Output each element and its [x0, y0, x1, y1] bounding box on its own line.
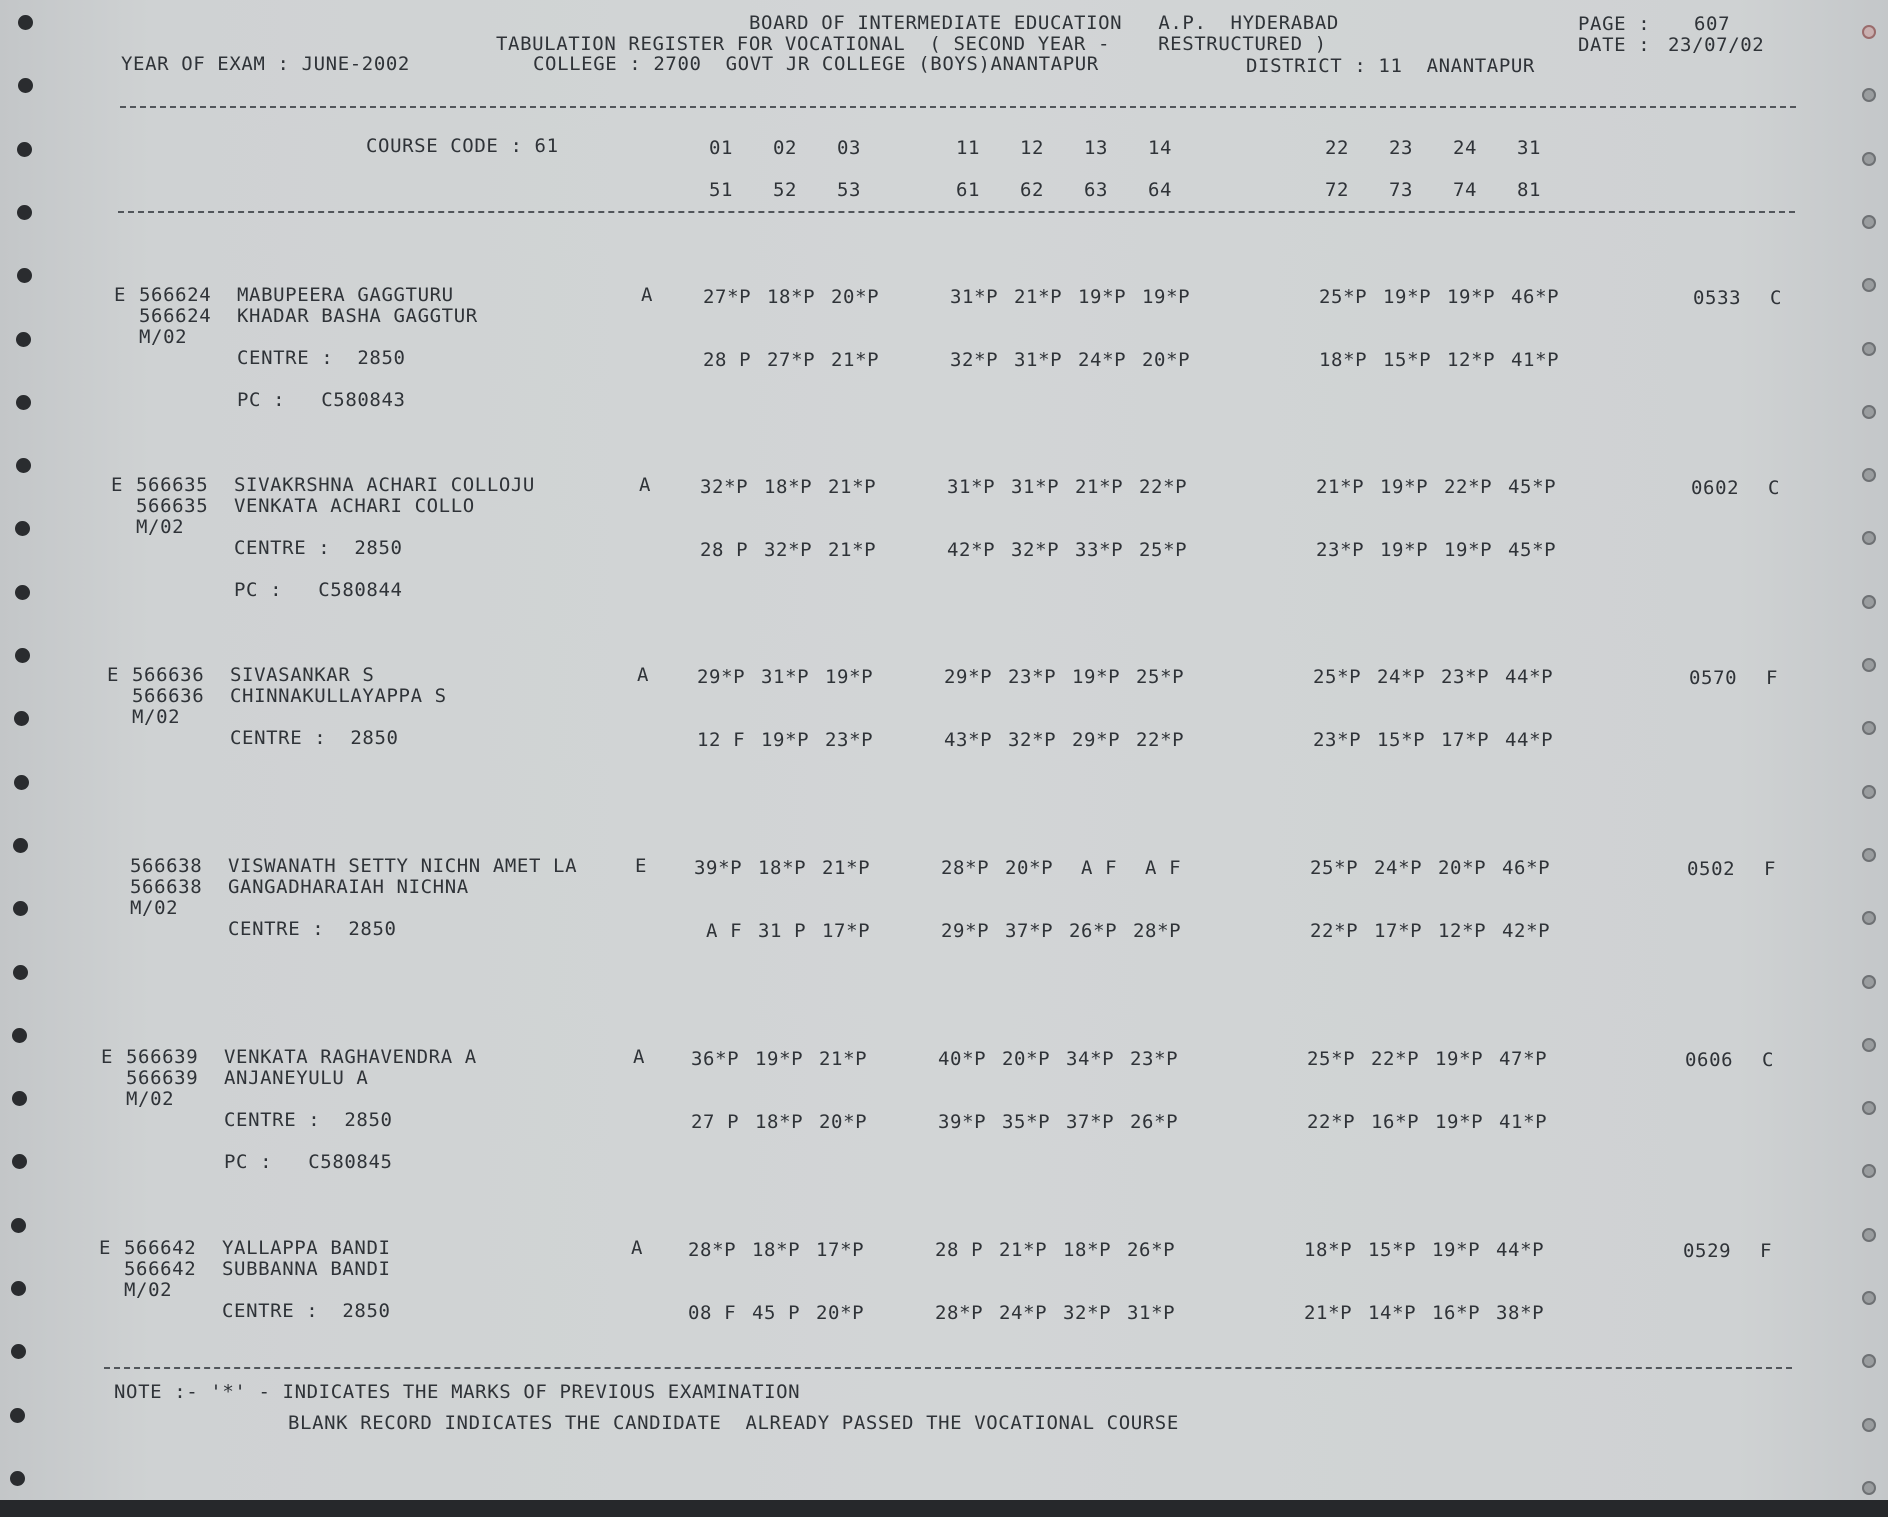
- mark-cell: 12*P: [1447, 349, 1496, 371]
- mark-cell: 18*P: [755, 1111, 804, 1133]
- mark-cell: 28*P: [688, 1239, 737, 1261]
- mark-cell: 25*P: [1136, 666, 1185, 688]
- feed-hole: [17, 142, 32, 157]
- mark-cell: 43*P: [944, 729, 993, 751]
- feed-hole: [1862, 785, 1876, 799]
- feed-hole: [15, 521, 30, 536]
- mark-cell: 22*P: [1136, 729, 1185, 751]
- page-label: PAGE :: [1578, 13, 1651, 35]
- mark-cell: 40*P: [938, 1048, 987, 1070]
- feed-hole: [1862, 1038, 1876, 1052]
- category: M/02: [139, 326, 188, 348]
- feed-hole: [15, 648, 30, 663]
- course-code: COURSE CODE : 61: [366, 135, 559, 157]
- mark-cell: 19*P: [1380, 539, 1429, 561]
- year-of-exam: YEAR OF EXAM : JUNE-2002: [121, 53, 410, 75]
- feed-hole: [10, 1471, 25, 1486]
- subject-code: 31: [1517, 137, 1542, 159]
- feed-hole: [15, 585, 30, 600]
- mark-cell: 24*P: [1374, 857, 1423, 879]
- mark-cell: 19*P: [1383, 286, 1432, 308]
- header-rule: [120, 106, 1796, 108]
- mark-cell: 33*P: [1075, 539, 1124, 561]
- mark-cell: 32*P: [1011, 539, 1060, 561]
- grade-code: A: [641, 284, 654, 306]
- subject-code: 61: [956, 179, 981, 201]
- footer-note-line-2: BLANK RECORD INDICATES THE CANDIDATE ALREADY PASSED THE VOCATIONAL COURSE: [288, 1412, 1179, 1434]
- mark-cell: 44*P: [1505, 729, 1554, 751]
- mark-cell: 45*P: [1508, 476, 1557, 498]
- subject-code: 01: [709, 137, 734, 159]
- mark-cell: 44*P: [1505, 666, 1554, 688]
- hall-ticket-number-repeat: 566638: [130, 876, 203, 898]
- mark-cell: 36*P: [691, 1048, 740, 1070]
- mark-cell: 42*P: [947, 539, 996, 561]
- feed-hole: [1862, 342, 1876, 356]
- mark-cell: 21*P: [999, 1239, 1048, 1261]
- candidate-name: MABUPEERA GAGGTURU: [237, 284, 454, 306]
- mark-cell: 20*P: [816, 1302, 865, 1324]
- hall-ticket-number: 566624: [139, 284, 212, 306]
- mark-cell: 31*P: [761, 666, 810, 688]
- mark-cell: 21*P: [828, 476, 877, 498]
- total-marks: 0502: [1687, 858, 1736, 880]
- feed-hole: [17, 205, 32, 220]
- mark-cell: 18*P: [764, 476, 813, 498]
- feed-hole: [12, 1154, 27, 1169]
- mark-cell: 15*P: [1383, 349, 1432, 371]
- subject-code: 03: [837, 137, 862, 159]
- date-label: DATE :: [1578, 34, 1651, 56]
- feed-hole: [1862, 848, 1876, 862]
- mark-cell: 25*P: [1313, 666, 1362, 688]
- mark-cell: 17*P: [822, 920, 871, 942]
- mark-cell: 20*P: [1002, 1048, 1051, 1070]
- mark-cell: 29*P: [941, 920, 990, 942]
- feed-hole: [13, 901, 28, 916]
- centre-code: CENTRE : 2850: [234, 537, 403, 559]
- feed-hole: [13, 965, 28, 980]
- mark-cell: 47*P: [1499, 1048, 1548, 1070]
- feed-hole: [1862, 531, 1876, 545]
- mark-cell: 27 P: [691, 1111, 740, 1133]
- feed-hole: [1862, 278, 1876, 292]
- college-line: COLLEGE : 2700 GOVT JR COLLEGE (BOYS)ANANTAPUR: [533, 53, 1099, 75]
- mark-cell: 31*P: [947, 476, 996, 498]
- mark-cell: 23*P: [1313, 729, 1362, 751]
- mark-cell: 18*P: [767, 286, 816, 308]
- mark-cell: 19*P: [755, 1048, 804, 1070]
- centre-code: CENTRE : 2850: [230, 727, 399, 749]
- feed-hole: [14, 775, 29, 790]
- feed-hole: [1862, 1291, 1876, 1305]
- mark-cell: 25*P: [1319, 286, 1368, 308]
- result-code: C: [1768, 477, 1781, 499]
- mark-cell: 32*P: [764, 539, 813, 561]
- feed-hole: [1862, 658, 1876, 672]
- mark-cell: 19*P: [1447, 286, 1496, 308]
- feed-hole: [1862, 152, 1876, 166]
- mark-cell: 38*P: [1496, 1302, 1545, 1324]
- total-marks: 0606: [1685, 1049, 1734, 1071]
- subject-code: 53: [837, 179, 862, 201]
- mark-cell: 19*P: [1444, 539, 1493, 561]
- subject-code: 63: [1084, 179, 1109, 201]
- mark-cell: 42*P: [1502, 920, 1551, 942]
- feed-hole: [1862, 911, 1876, 925]
- subject-code: 64: [1148, 179, 1173, 201]
- mark-cell: 25*P: [1307, 1048, 1356, 1070]
- mark-cell: 41*P: [1499, 1111, 1548, 1133]
- grade-code: A: [633, 1046, 646, 1068]
- subject-code: 13: [1084, 137, 1109, 159]
- feed-hole: [1862, 1481, 1876, 1495]
- father-name: VENKATA ACHARI COLLO: [234, 495, 475, 517]
- feed-hole: [16, 332, 31, 347]
- result-code: C: [1762, 1049, 1775, 1071]
- feed-hole: [1862, 25, 1876, 39]
- mark-cell: 23*P: [1316, 539, 1365, 561]
- mark-cell: 17*P: [1374, 920, 1423, 942]
- subject-code: 62: [1020, 179, 1045, 201]
- feed-hole: [18, 15, 33, 30]
- mark-cell: 46*P: [1511, 286, 1560, 308]
- feed-hole: [1862, 975, 1876, 989]
- feed-hole: [1862, 721, 1876, 735]
- mark-cell: 35*P: [1002, 1111, 1051, 1133]
- candidate-name: SIVAKRSHNA ACHARI COLLOJU: [234, 474, 535, 496]
- mark-cell: 26*P: [1069, 920, 1118, 942]
- column-header-rule: [118, 211, 1795, 213]
- result-code: C: [1770, 287, 1783, 309]
- mark-cell: 37*P: [1066, 1111, 1115, 1133]
- district-line: DISTRICT : 11 ANANTAPUR: [1246, 55, 1535, 77]
- mark-cell: 25*P: [1139, 539, 1188, 561]
- category: M/02: [126, 1088, 175, 1110]
- mark-cell: 41*P: [1511, 349, 1560, 371]
- total-marks: 0529: [1683, 1240, 1732, 1262]
- total-marks: 0570: [1689, 667, 1738, 689]
- footer-note-line-1: NOTE :- '*' - INDICATES THE MARKS OF PREVIOUS EXAMINATION: [114, 1381, 801, 1403]
- mark-cell: 18*P: [1319, 349, 1368, 371]
- record-prefix: E: [99, 1237, 112, 1259]
- subject-code: 23: [1389, 137, 1414, 159]
- mark-cell: 22*P: [1139, 476, 1188, 498]
- grade-code: A: [637, 664, 650, 686]
- grade-code: A: [631, 1237, 644, 1259]
- mark-cell: 20*P: [831, 286, 880, 308]
- father-name: CHINNAKULLAYAPPA S: [230, 685, 447, 707]
- mark-cell: 32*P: [1008, 729, 1057, 751]
- candidate-name: VISWANATH SETTY NICHN AMET LA: [228, 855, 578, 877]
- mark-cell: A F: [1069, 857, 1118, 879]
- subject-code: 51: [709, 179, 734, 201]
- mark-cell: 21*P: [1075, 476, 1124, 498]
- mark-cell: 21*P: [819, 1048, 868, 1070]
- feed-hole: [1862, 1354, 1876, 1368]
- mark-cell: 18*P: [1063, 1239, 1112, 1261]
- mark-cell: 19*P: [1078, 286, 1127, 308]
- mark-cell: 27*P: [767, 349, 816, 371]
- mark-cell: 26*P: [1130, 1111, 1179, 1133]
- hall-ticket-number: 566638: [130, 855, 203, 877]
- subject-code: 52: [773, 179, 798, 201]
- feed-hole: [11, 1344, 26, 1359]
- mark-cell: 28*P: [1133, 920, 1182, 942]
- subject-code: 02: [773, 137, 798, 159]
- subject-code: 22: [1325, 137, 1350, 159]
- mark-cell: 32*P: [950, 349, 999, 371]
- hall-ticket-number: 566635: [136, 474, 209, 496]
- mark-cell: 15*P: [1377, 729, 1426, 751]
- mark-cell: 39*P: [938, 1111, 987, 1133]
- mark-cell: 17*P: [816, 1239, 865, 1261]
- mark-cell: 46*P: [1502, 857, 1551, 879]
- mark-cell: 21*P: [1316, 476, 1365, 498]
- mark-cell: 37*P: [1005, 920, 1054, 942]
- mark-cell: 31*P: [950, 286, 999, 308]
- hall-ticket-number: 566642: [124, 1237, 197, 1259]
- mark-cell: 18*P: [752, 1239, 801, 1261]
- feed-hole: [1862, 468, 1876, 482]
- mark-cell: 23*P: [825, 729, 874, 751]
- centre-code: CENTRE : 2850: [228, 918, 397, 940]
- feed-hole: [11, 1218, 26, 1233]
- mark-cell: 31 P: [758, 920, 807, 942]
- mark-cell: 22*P: [1371, 1048, 1420, 1070]
- mark-cell: 26*P: [1127, 1239, 1176, 1261]
- mark-cell: 12*P: [1438, 920, 1487, 942]
- mark-cell: 32*P: [700, 476, 749, 498]
- feed-hole: [11, 1281, 26, 1296]
- mark-cell: 31*P: [1127, 1302, 1176, 1324]
- subject-code: 73: [1389, 179, 1414, 201]
- feed-hole: [1862, 88, 1876, 102]
- mark-cell: 31*P: [1014, 349, 1063, 371]
- feed-hole: [10, 1408, 25, 1423]
- mark-cell: 24*P: [1078, 349, 1127, 371]
- mark-cell: 19*P: [1142, 286, 1191, 308]
- mark-cell: 18*P: [758, 857, 807, 879]
- feed-hole: [1862, 405, 1876, 419]
- mark-cell: 20*P: [819, 1111, 868, 1133]
- mark-cell: 19*P: [825, 666, 874, 688]
- centre-code: CENTRE : 2850: [224, 1109, 393, 1131]
- pc-number: PC : C580843: [237, 389, 406, 411]
- mark-cell: 21*P: [1304, 1302, 1353, 1324]
- category: M/02: [124, 1279, 173, 1301]
- mark-cell: 22*P: [1307, 1111, 1356, 1133]
- record-prefix: E: [107, 664, 120, 686]
- mark-cell: 45 P: [752, 1302, 801, 1324]
- candidate-name: VENKATA RAGHAVENDRA A: [224, 1046, 477, 1068]
- hall-ticket-number-repeat: 566639: [126, 1067, 199, 1089]
- grade-code: E: [635, 855, 648, 877]
- mark-cell: 28 P: [935, 1239, 984, 1261]
- centre-code: CENTRE : 2850: [222, 1300, 391, 1322]
- hall-ticket-number: 566636: [132, 664, 205, 686]
- category: M/02: [136, 516, 185, 538]
- feed-hole: [1862, 1164, 1876, 1178]
- father-name: KHADAR BASHA GAGGTUR: [237, 305, 478, 327]
- mark-cell: 22*P: [1310, 920, 1359, 942]
- mark-cell: 34*P: [1066, 1048, 1115, 1070]
- candidate-name: YALLAPPA BANDI: [222, 1237, 391, 1259]
- hall-ticket-number-repeat: 566635: [136, 495, 209, 517]
- hall-ticket-number-repeat: 566642: [124, 1258, 197, 1280]
- feed-hole: [1862, 1228, 1876, 1242]
- mark-cell: 27*P: [703, 286, 752, 308]
- mark-cell: 21*P: [831, 349, 880, 371]
- father-name: SUBBANNA BANDI: [222, 1258, 391, 1280]
- mark-cell: 21*P: [828, 539, 877, 561]
- board-title: BOARD OF INTERMEDIATE EDUCATION A.P. HYDERABAD: [749, 12, 1339, 34]
- table-edge: [0, 1500, 1888, 1517]
- register-title: TABULATION REGISTER FOR VOCATIONAL ( SECOND YEAR - RESTRUCTURED ): [496, 33, 1327, 55]
- mark-cell: 08 F: [688, 1302, 737, 1324]
- mark-cell: A F: [1133, 857, 1182, 879]
- father-name: GANGADHARAIAH NICHNA: [228, 876, 469, 898]
- feed-hole: [1862, 215, 1876, 229]
- mark-cell: 19*P: [1435, 1048, 1484, 1070]
- mark-cell: 14*P: [1368, 1302, 1417, 1324]
- footer-rule: [104, 1367, 1792, 1369]
- category: M/02: [130, 897, 179, 919]
- mark-cell: 23*P: [1008, 666, 1057, 688]
- father-name: ANJANEYULU A: [224, 1067, 369, 1089]
- mark-cell: 29*P: [1072, 729, 1121, 751]
- mark-cell: 23*P: [1441, 666, 1490, 688]
- mark-cell: 16*P: [1432, 1302, 1481, 1324]
- print-date: 23/07/02: [1668, 34, 1765, 56]
- mark-cell: 45*P: [1508, 539, 1557, 561]
- mark-cell: 32*P: [1063, 1302, 1112, 1324]
- page-number: 607: [1694, 13, 1731, 35]
- result-code: F: [1766, 667, 1779, 689]
- pc-number: PC : C580844: [234, 579, 403, 601]
- hall-ticket-number-repeat: 566624: [139, 305, 212, 327]
- feed-hole: [16, 395, 31, 410]
- subject-code: 12: [1020, 137, 1045, 159]
- subject-code: 14: [1148, 137, 1173, 159]
- result-code: F: [1760, 1240, 1773, 1262]
- feed-hole: [1862, 1418, 1876, 1432]
- mark-cell: 20*P: [1438, 857, 1487, 879]
- feed-hole: [14, 711, 29, 726]
- mark-cell: 44*P: [1496, 1239, 1545, 1261]
- subject-code: 74: [1453, 179, 1478, 201]
- mark-cell: 22*P: [1444, 476, 1493, 498]
- centre-code: CENTRE : 2850: [237, 347, 406, 369]
- record-prefix: E: [114, 284, 127, 306]
- mark-cell: 15*P: [1368, 1239, 1417, 1261]
- mark-cell: 39*P: [694, 857, 743, 879]
- feed-hole: [16, 458, 31, 473]
- mark-cell: 28 P: [700, 539, 749, 561]
- mark-cell: 19*P: [1380, 476, 1429, 498]
- hall-ticket-number: 566639: [126, 1046, 199, 1068]
- mark-cell: 12 F: [697, 729, 746, 751]
- mark-cell: 25*P: [1310, 857, 1359, 879]
- candidate-name: SIVASANKAR S: [230, 664, 375, 686]
- mark-cell: 20*P: [1005, 857, 1054, 879]
- pc-number: PC : C580845: [224, 1151, 393, 1173]
- feed-hole: [13, 838, 28, 853]
- mark-cell: 16*P: [1371, 1111, 1420, 1133]
- subject-code: 72: [1325, 179, 1350, 201]
- mark-cell: 21*P: [1014, 286, 1063, 308]
- category: M/02: [132, 706, 181, 728]
- mark-cell: 17*P: [1441, 729, 1490, 751]
- mark-cell: 28 P: [703, 349, 752, 371]
- mark-cell: 19*P: [1435, 1111, 1484, 1133]
- grade-code: A: [639, 474, 652, 496]
- mark-cell: 29*P: [697, 666, 746, 688]
- total-marks: 0602: [1691, 477, 1740, 499]
- mark-cell: A F: [694, 920, 743, 942]
- feed-hole: [12, 1028, 27, 1043]
- mark-cell: 21*P: [822, 857, 871, 879]
- feed-hole: [17, 268, 32, 283]
- mark-cell: 24*P: [1377, 666, 1426, 688]
- mark-cell: 19*P: [761, 729, 810, 751]
- mark-cell: 19*P: [1432, 1239, 1481, 1261]
- feed-hole: [1862, 1101, 1876, 1115]
- hall-ticket-number-repeat: 566636: [132, 685, 205, 707]
- record-prefix: E: [111, 474, 124, 496]
- mark-cell: 19*P: [1072, 666, 1121, 688]
- mark-cell: 24*P: [999, 1302, 1048, 1324]
- subject-code: 24: [1453, 137, 1478, 159]
- mark-cell: 28*P: [941, 857, 990, 879]
- subject-code: 11: [956, 137, 981, 159]
- total-marks: 0533: [1693, 287, 1742, 309]
- mark-cell: 23*P: [1130, 1048, 1179, 1070]
- result-code: F: [1764, 858, 1777, 880]
- feed-hole: [12, 1091, 27, 1106]
- subject-code: 81: [1517, 179, 1542, 201]
- feed-hole: [18, 78, 33, 93]
- feed-hole: [1862, 595, 1876, 609]
- mark-cell: 29*P: [944, 666, 993, 688]
- record-prefix: E: [101, 1046, 114, 1068]
- mark-cell: 28*P: [935, 1302, 984, 1324]
- mark-cell: 20*P: [1142, 349, 1191, 371]
- mark-cell: 31*P: [1011, 476, 1060, 498]
- mark-cell: 18*P: [1304, 1239, 1353, 1261]
